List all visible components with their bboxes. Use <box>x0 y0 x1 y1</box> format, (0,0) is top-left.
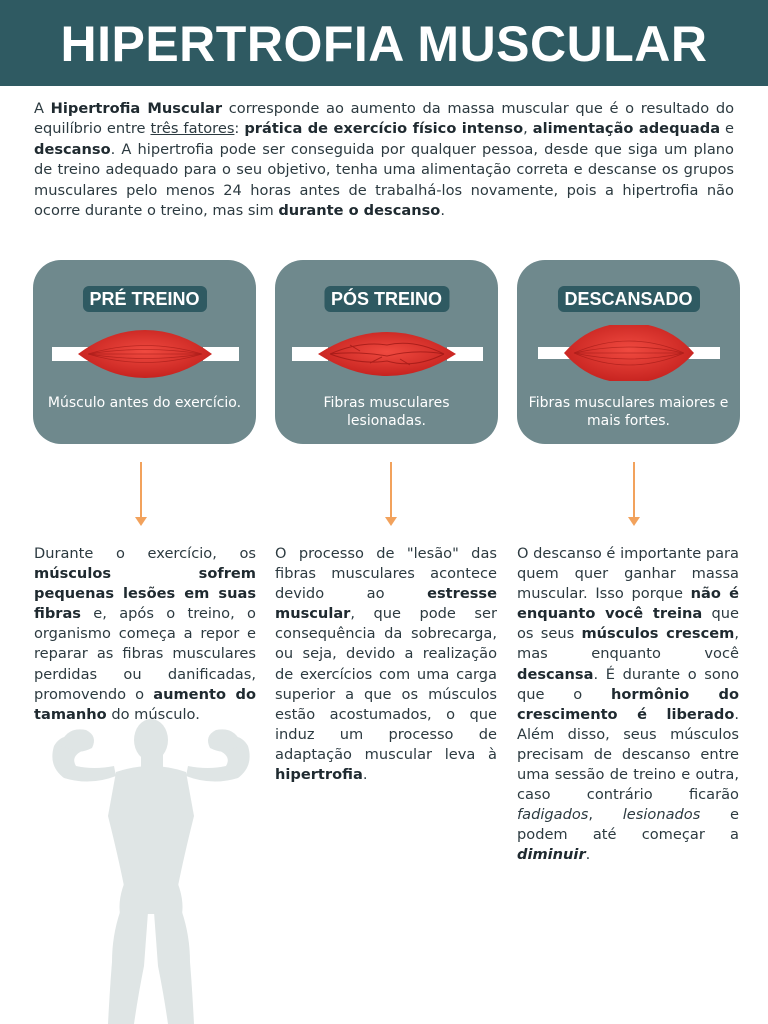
muscle-illustration <box>48 325 242 381</box>
card-caption: Fibras musculares maiores e mais fortes. <box>528 395 729 429</box>
card-caption: Fibras musculares lesionadas. <box>323 395 450 429</box>
bodybuilder-silhouette <box>44 716 264 1024</box>
arrow-down-icon <box>384 462 398 528</box>
intro-paragraph: A Hipertrofia Muscular corresponde ao aumento da massa muscular que é o resultado do equilíbrio entre três fatores: prática de exercício físico intenso, alimentação adequada e descanso. A hipertrofia pode ser conseguida por qualquer pessoa, desde que siga um plano de treino adequado para o seu objetivo, tenha uma alimentação correta e descanse os grupos musculares pelo menos 24 horas antes de trabalhá-los novamente, pois a hipertrofia não ocorre durante o treino, mas sim durante o descanso. <box>34 100 735 220</box>
column-text-descansado: O descanso é importante para quem quer ganhar massa muscular. Isso porque não é enquanto você treina que os seus músculos crescem, mas enquanto você descansa. É durante o sono que o hormônio do crescimento é liberado. Além disso, seus músculos precisam de descanso entre uma sessão de treino e outra, caso contrário ficarão fadigados, lesionados e podem até começar a diminuir. <box>517 545 740 864</box>
card-caption: Músculo antes do exercício. <box>47 395 242 411</box>
page-header <box>0 0 768 86</box>
muscle-illustration <box>290 325 484 381</box>
card-descansado <box>517 260 740 444</box>
column-text-pos-treino: O processo de "lesão" das fibras musculares acontece devido ao estresse muscular, que pode ser consequência da sobrecarga, ou seja, devido a realização de exercícios com uma carga superior a que os músculos estão acostumados, o que induz um processo de adaptação muscular leva à hipertrofia. <box>275 545 497 784</box>
card-title: PRÉ TREINO <box>82 286 206 312</box>
arrow-down-icon <box>627 462 641 528</box>
muscle-illustration <box>532 325 726 381</box>
card-pos-treino <box>275 260 498 444</box>
page-title: HIPERTROFIA MUSCULAR <box>60 16 708 72</box>
card-title: PÓS TREINO <box>324 286 449 312</box>
column-text-pre-treino: Durante o exercício, os músculos sofrem pequenas lesões em suas fibras e, após o treino, o organismo começa a repor e reparar as fibras musculares perdidas ou danificadas, promovendo o aumento do tamanho do músculo. <box>34 545 256 723</box>
card-pre-treino <box>33 260 256 444</box>
arrow-down-icon <box>134 462 148 528</box>
card-title: DESCANSADO <box>557 286 699 312</box>
